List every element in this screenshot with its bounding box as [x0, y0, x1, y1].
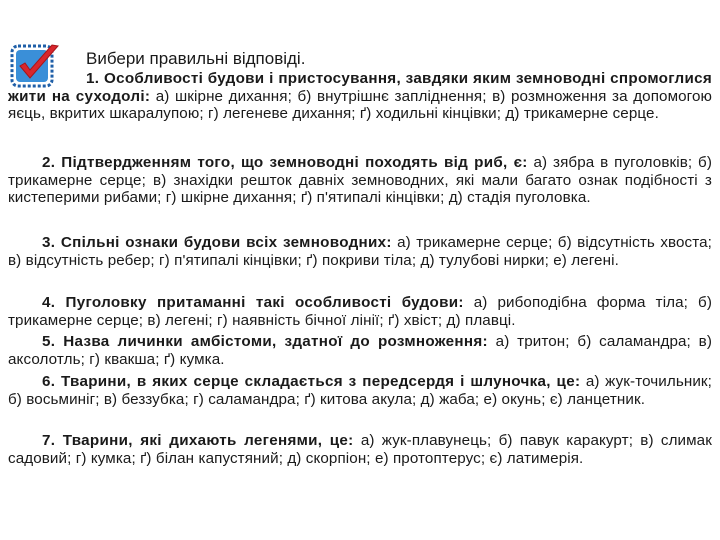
question-4-options: а) рибоподібна форма тіла; б) трикамерне серце; в) легені; г) наявність бічної лінії; ґ) хвіст; д) плавці.	[8, 294, 712, 329]
question-3	[8, 234, 712, 269]
question-7-options: а) жук-плавунець; б) павук каракурт; в) слимак садовий; г) кумка; ґ) білан капустяний; д) скорпіон; е) протоптерус; є) латимерія.	[8, 432, 712, 467]
question-3-options: а) трикамерне серце; б) відсутність хвоста; в) відсутність ребер; г) п'ятипалі кінцівки; ґ) покриви тіла; д) тулубові нирки; е) легені.	[8, 234, 712, 269]
question-6-options: а) жук-точильник; б) восьминіг; в) беззубка; г) саламандра; ґ) китова акула; д) жаба; е) окунь; є) ланцетник.	[8, 373, 712, 408]
question-2-options: а) зябра в пуголовків; б) трикамерне серце; в) знахідки решток давніх земноводних, які мали багато ознак подібності з кистеперими рибами; г) шкірне дихання; ґ) п'ятипалі кінцівки; д) стадія пуголовка.	[8, 154, 712, 207]
question-3-title: 3. Спільні ознаки будови всіх земноводних:	[42, 234, 392, 251]
question-4	[8, 294, 712, 329]
question-7-title: 7. Тварини, які дихають легенями, це:	[42, 432, 354, 449]
question-4-title: 4. Пуголовку притаманні такі особливості будови:	[42, 294, 464, 311]
question-6	[8, 373, 712, 408]
question-1-options: а) шкірне дихання; б) внутрішнє запліднення; в) розмноження за допомогою яєць, вкритих шкаралупою; г) легеневе дихання; ґ) ходильні кінцівки; д) трикамерне серце.	[8, 87, 712, 123]
question-5-title: 5. Назва личинки амбістоми, здатної до розмноження:	[42, 333, 488, 350]
question-2-title: 2. Підтвердженням того, що земноводні походять від риб, є:	[42, 154, 528, 171]
question-5-options: а) тритон; б) саламандра; в) аксолотль; г) квакша; ґ) кумка.	[8, 333, 712, 368]
question-5	[8, 333, 712, 368]
question-1	[8, 70, 712, 123]
question-1-title: 1. Особливості будови і пристосування, завдяки яким земноводні спромоглися жити на суходолі:	[8, 70, 712, 105]
question-2	[8, 154, 712, 207]
task-instruction: Вибери правильні відповіді.	[86, 49, 306, 68]
question-6-title: 6. Тварини, в яких серце складається з передсердя і шлуночка, це:	[42, 373, 581, 390]
question-7	[8, 432, 712, 467]
